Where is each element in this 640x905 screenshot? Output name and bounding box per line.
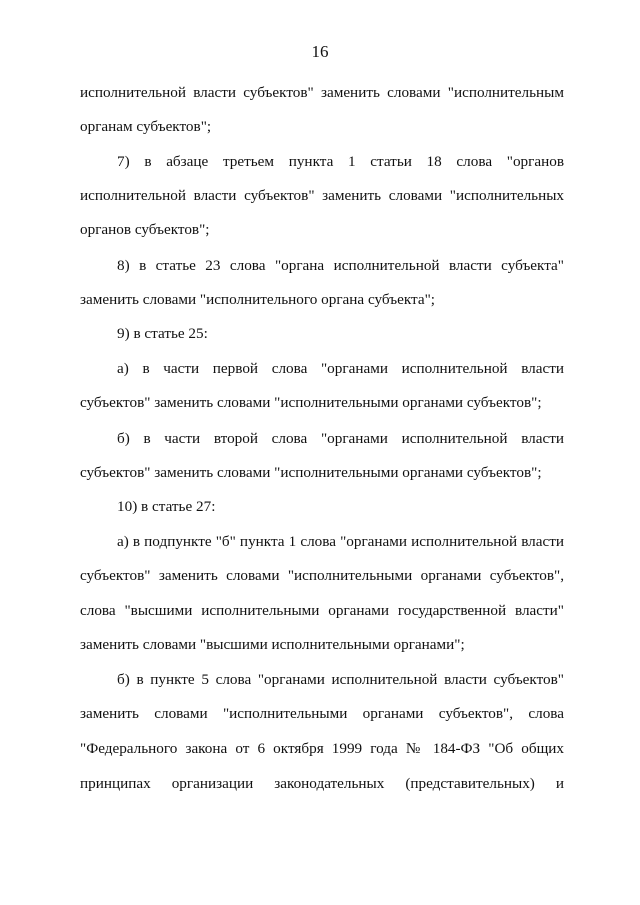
text-line: субъектов" заменить словами "исполнительными органами субъектов"; bbox=[80, 464, 542, 481]
text-line: органов субъектов"; bbox=[80, 221, 210, 238]
text-line: заменить словами "высшими исполнительными органами"; bbox=[80, 636, 465, 653]
text-line: 9) в статье 25: bbox=[117, 325, 208, 342]
text-line: б) в пункте 5 слова "органами исполнительной власти субъектов" bbox=[117, 671, 564, 688]
text-line: б) в части второй слова "органами исполнительной власти bbox=[117, 430, 564, 447]
text-line: "Федерального закона от 6 октября 1999 года № 184-ФЗ "Об общих bbox=[80, 740, 564, 757]
text-line: а) в подпункте "б" пункта 1 слова "органами исполнительной власти bbox=[117, 533, 564, 550]
text-line: субъектов" заменить словами "исполнительными органами субъектов"; bbox=[80, 394, 542, 411]
text-line: органам субъектов"; bbox=[80, 118, 212, 135]
text-line: 7) в абзаце третьем пункта 1 статьи 18 слова "органов bbox=[117, 153, 564, 170]
text-line: принципах организации законодательных (представительных) и bbox=[80, 775, 564, 792]
text-line: исполнительной власти субъектов" заменить словами "исполнительным bbox=[80, 84, 564, 101]
text-line: исполнительной власти субъектов" заменить словами "исполнительных bbox=[80, 187, 564, 204]
text-line: заменить словами "исполнительными органами субъектов", слова bbox=[80, 705, 564, 722]
text-line: 10) в статье 27: bbox=[117, 498, 216, 515]
text-line: субъектов" заменить словами "исполнительными органами субъектов", bbox=[80, 567, 564, 584]
text-line: слова "высшими исполнительными органами государственной власти" bbox=[80, 602, 564, 619]
text-line: а) в части первой слова "органами исполнительной власти bbox=[117, 360, 564, 377]
page-number: 16 bbox=[311, 42, 329, 61]
text-line: 8) в статье 23 слова "органа исполнительной власти субъекта" bbox=[117, 257, 564, 274]
text-line: заменить словами "исполнительного органа субъекта"; bbox=[80, 291, 435, 308]
